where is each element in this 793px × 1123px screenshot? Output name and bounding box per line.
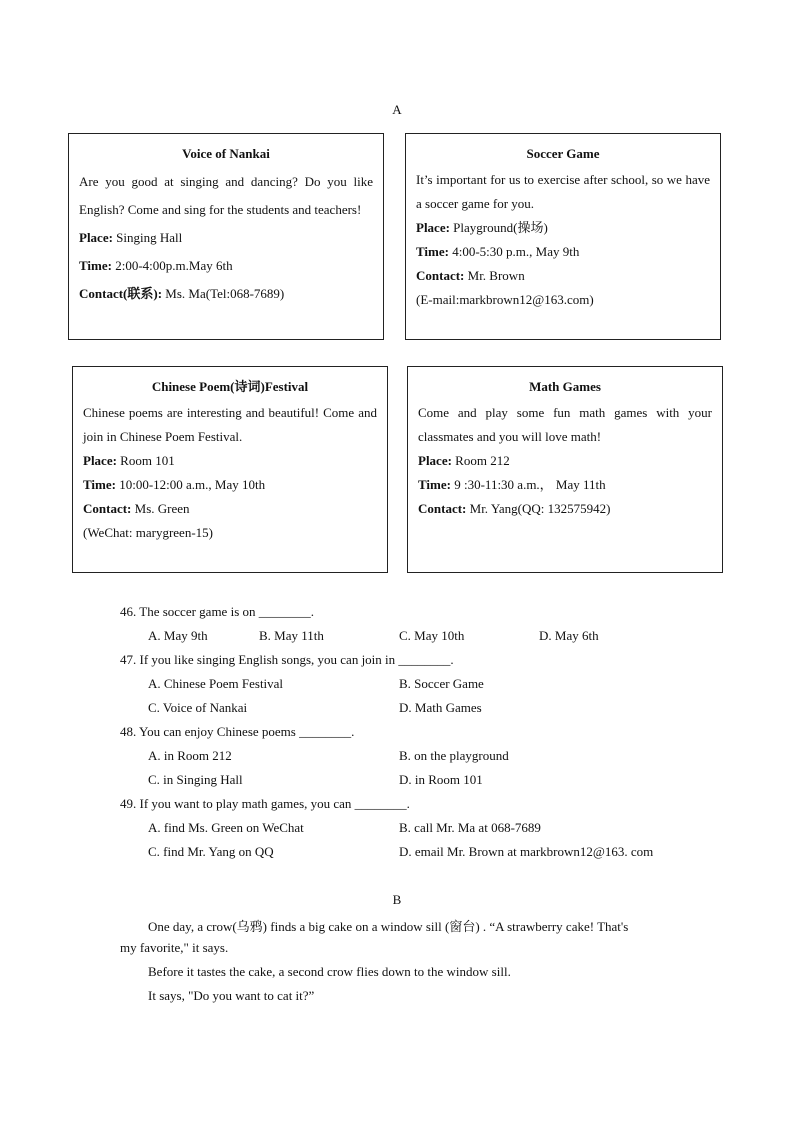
notice-title: Math Games [529, 379, 601, 394]
contact-value: Ms. Ma(Tel:068-7689) [162, 286, 285, 301]
notice-time [79, 252, 373, 280]
time-value: 4:00-5:30 p.m., May 9th [448, 244, 580, 259]
notice-time [416, 240, 710, 264]
question-46-option-c: C. May 10th [399, 628, 465, 643]
contact-label: Contact: [416, 268, 465, 283]
place-label: Place: [418, 453, 452, 468]
notice-description: It’s important for us to exercise after school, so we have a soccer game for you. [416, 172, 710, 211]
contact-label: Contact(联系): [79, 286, 163, 301]
notice-place [79, 224, 373, 252]
question-47: 47. If you like singing English songs, you can join in ________. [120, 652, 454, 667]
place-label: Place: [416, 220, 450, 235]
question-46-option-a: A. May 9th [148, 628, 208, 643]
notice-contact [83, 497, 377, 521]
question-48-option-a: A. in Room 212 [148, 748, 232, 763]
notice-chinese-poem-festival [72, 366, 388, 573]
time-value: 2:00-4:00p.m.May 6th [111, 258, 233, 273]
section-b-label: B [392, 892, 402, 907]
question-48: 48. You can enjoy Chinese poems ________. [120, 724, 355, 739]
notice-soccer-game [405, 133, 721, 340]
time-value: 10:00-12:00 a.m., May 10th [115, 477, 266, 492]
notice-description: Chinese poems are interesting and beautiful! Come and join in Chinese Poem Festival. [83, 405, 377, 444]
place-value: Playground(操场) [449, 220, 548, 235]
question-46: 46. The soccer game is on ________. [120, 604, 314, 619]
notice-contact [416, 264, 710, 288]
time-label: Time: [79, 258, 112, 273]
question-48-option-b: B. on the playground [399, 748, 509, 763]
contact-label: Contact: [83, 501, 132, 516]
notice-description: Are you good at singing and dancing? Do you like English? Come and sing for the students and teachers! [79, 174, 373, 217]
time-value: 9 :30-11:30 a.m.， May 11th [450, 477, 606, 492]
question-49: 49. If you want to play math games, you can ________. [120, 796, 410, 811]
place-label: Place: [83, 453, 117, 468]
notice-time [418, 473, 712, 497]
passage-line-4: It says, "Do you want to cat it?” [148, 988, 315, 1003]
notice-title: Voice of Nankai [182, 146, 270, 161]
question-49-option-b: B. call Mr. Ma at 068-7689 [399, 820, 541, 835]
place-value: Singing Hall [112, 230, 183, 245]
place-value: Room 212 [451, 453, 510, 468]
notice-voice-of-nankai [68, 133, 384, 340]
question-47-option-a: A. Chinese Poem Festival [148, 676, 284, 691]
question-49-option-a: A. find Ms. Green on WeChat [148, 820, 304, 835]
notice-contact [79, 280, 373, 308]
question-47-option-c: C. Voice of Nankai [148, 700, 248, 715]
section-a-label: A [392, 102, 402, 117]
question-47-option-b: B. Soccer Game [399, 676, 484, 691]
notice-contact [418, 497, 712, 521]
question-46-option-d: D. May 6th [539, 628, 599, 643]
notice-math-games [407, 366, 723, 573]
place-label: Place: [79, 230, 113, 245]
place-value: Room 101 [116, 453, 175, 468]
passage-line-2: my favorite," it says. [120, 940, 229, 955]
notice-place [418, 449, 712, 473]
time-label: Time: [418, 477, 451, 492]
question-48-option-c: C. in Singing Hall [148, 772, 243, 787]
question-48-option-d: D. in Room 101 [399, 772, 483, 787]
contact-value: Mr. Yang(QQ: 132575942) [466, 501, 611, 516]
notice-time [83, 473, 377, 497]
notice-extra-contact: (WeChat: marygreen-15) [83, 525, 213, 540]
passage-line-3: Before it tastes the cake, a second crow flies down to the window sill. [148, 964, 511, 979]
contact-value: Mr. Brown [464, 268, 525, 283]
notice-place [83, 449, 377, 473]
notice-title: Soccer Game [526, 146, 600, 161]
contact-value: Ms. Green [131, 501, 190, 516]
notice-place [416, 216, 710, 240]
notice-extra-contact: (E-mail:markbrown12@163.com) [416, 292, 594, 307]
contact-label: Contact: [418, 501, 467, 516]
question-46-option-b: B. May 11th [259, 628, 324, 643]
passage-line-1: One day, a crow(乌鸦) finds a big cake on a window sill (窗台) . “A strawberry cake! That's [148, 919, 629, 934]
question-49-option-d: D. email Mr. Brown at markbrown12@163. com [399, 844, 654, 859]
question-47-option-d: D. Math Games [399, 700, 482, 715]
time-label: Time: [416, 244, 449, 259]
time-label: Time: [83, 477, 116, 492]
notice-description: Come and play some fun math games with your classmates and you will love math! [418, 405, 712, 444]
notice-title: Chinese Poem(诗词)Festival [151, 379, 309, 394]
question-49-option-c: C. find Mr. Yang on QQ [148, 844, 274, 859]
